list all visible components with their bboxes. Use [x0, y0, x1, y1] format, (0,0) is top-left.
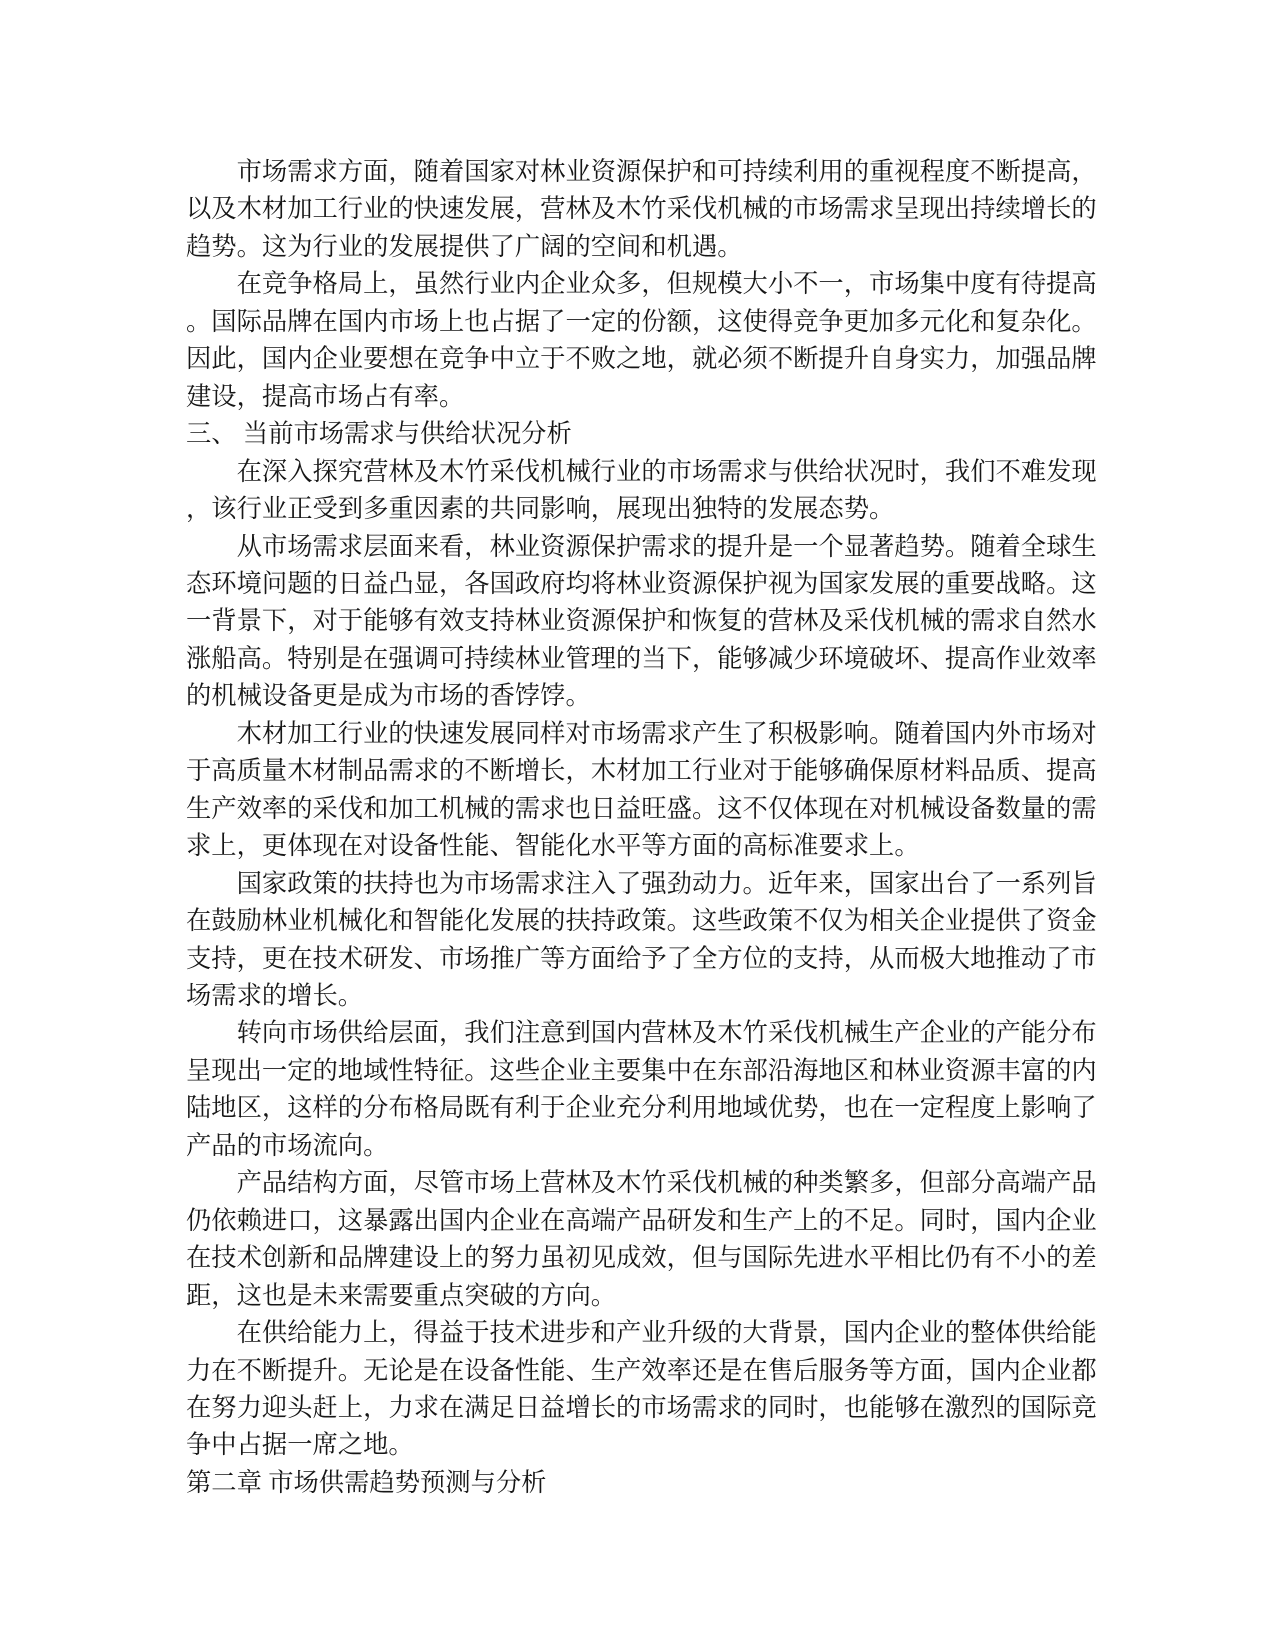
paragraph-line: 建设，提高市场占有率。: [186, 382, 465, 411]
document-text-block: [186, 154, 1136, 1502]
section-heading: 三、 当前市场需求与供给状况分析: [186, 420, 572, 449]
paragraph-line: 仍依赖进口，这暴露出国内企业在高端产品研发和生产上的不足。同时，国内企业: [186, 1206, 1097, 1235]
paragraph-line: 木材加工行业的快速发展同样对市场需求产生了积极影响。随着国内外市场对: [236, 719, 1097, 748]
paragraph-line: 趋势。这为行业的发展提供了广阔的空间和机遇。: [186, 232, 743, 261]
paragraph-line: 国家政策的扶持也为市场需求注入了强劲动力。近年来，国家出台了一系列旨: [236, 869, 1097, 898]
paragraph-line: 因此，国内企业要想在竞争中立于不败之地，就必须不断提升自身实力，加强品牌: [186, 345, 1097, 374]
paragraph-line: 一背景下，对于能够有效支持林业资源保护和恢复的营林及采伐机械的需求自然水: [186, 607, 1097, 636]
paragraph-line: 在鼓励林业机械化和智能化发展的扶持政策。这些政策不仅为相关企业提供了资金: [186, 907, 1097, 936]
paragraph-line: 在技术创新和品牌建设上的努力虽初见成效，但与国际先进水平相比仍有不小的差: [186, 1244, 1097, 1273]
paragraph-line: 陆地区，这样的分布格局既有利于企业充分利用地域优势，也在一定程度上影响了: [186, 1094, 1097, 1123]
paragraph-line: 。国际品牌在国内市场上也占据了一定的份额，这使得竞争更加多元化和复杂化。: [186, 307, 1097, 336]
paragraph-line: 产品的市场流向。: [186, 1131, 389, 1160]
chapter-heading: 第二章 市场供需趋势预测与分析: [186, 1468, 547, 1497]
paragraph-line: ，该行业正受到多重因素的共同影响，展现出独特的发展态势。: [186, 495, 895, 524]
paragraph-line: 力在不断提升。无论是在设备性能、生产效率还是在售后服务等方面，国内企业都: [186, 1356, 1097, 1385]
paragraph-line: 的机械设备更是成为市场的香饽饽。: [186, 682, 591, 711]
paragraph-line: 在深入探究营林及木竹采伐机械行业的市场需求与供给状况时，我们不难发现: [236, 457, 1097, 486]
paragraph-line: 产品结构方面，尽管市场上营林及木竹采伐机械的种类繁多，但部分高端产品: [236, 1169, 1097, 1198]
paragraph-line: 距，这也是未来需要重点突破的方向。: [186, 1281, 617, 1310]
paragraph-line: 转向市场供给层面，我们注意到国内营林及木竹采伐机械生产企业的产能分布: [236, 1019, 1097, 1048]
paragraph-line: 涨船高。特别是在强调可持续林业管理的当下，能够减少环境破坏、提高作业效率: [186, 644, 1097, 673]
paragraph-line: 于高质量木材制品需求的不断增长，木材加工行业对于能够确保原材料品质、提高: [186, 757, 1097, 786]
paragraph-line: 从市场需求层面来看，林业资源保护需求的提升是一个显著趋势。随着全球生: [236, 532, 1097, 561]
paragraph-line: 市场需求方面，随着国家对林业资源保护和可持续利用的重视程度不断提高，: [236, 158, 1097, 186]
paragraph-line: 场需求的增长。: [186, 981, 364, 1010]
paragraph-line: 在竞争格局上，虽然行业内企业众多，但规模大小不一，市场集中度有待提高: [236, 270, 1097, 299]
paragraph-line: 在努力迎头赶上，力求在满足日益增长的市场需求的同时，也能够在激烈的国际竞: [186, 1393, 1097, 1422]
paragraph-line: 生产效率的采伐和加工机械的需求也日益旺盛。这不仅体现在对机械设备数量的需: [186, 794, 1097, 823]
paragraph-line: 支持，更在技术研发、市场推广等方面给予了全方位的支持，从而极大地推动了市: [186, 944, 1097, 973]
paragraph-line: 争中占据一席之地。: [186, 1431, 414, 1460]
paragraph-line: 求上，更体现在对设备性能、智能化水平等方面的高标准要求上。: [186, 832, 920, 861]
paragraph-line: 以及木材加工行业的快速发展，营林及木竹采伐机械的市场需求呈现出持续增长的: [186, 195, 1097, 224]
paragraph-line: 在供给能力上，得益于技术进步和产业升级的大背景，国内企业的整体供给能: [236, 1319, 1097, 1348]
paragraph-line: 呈现出一定的地域性特征。这些企业主要集中在东部沿海地区和林业资源丰富的内: [186, 1056, 1097, 1085]
paragraph-line: 态环境问题的日益凸显，各国政府均将林业资源保护视为国家发展的重要战略。这: [186, 569, 1097, 598]
